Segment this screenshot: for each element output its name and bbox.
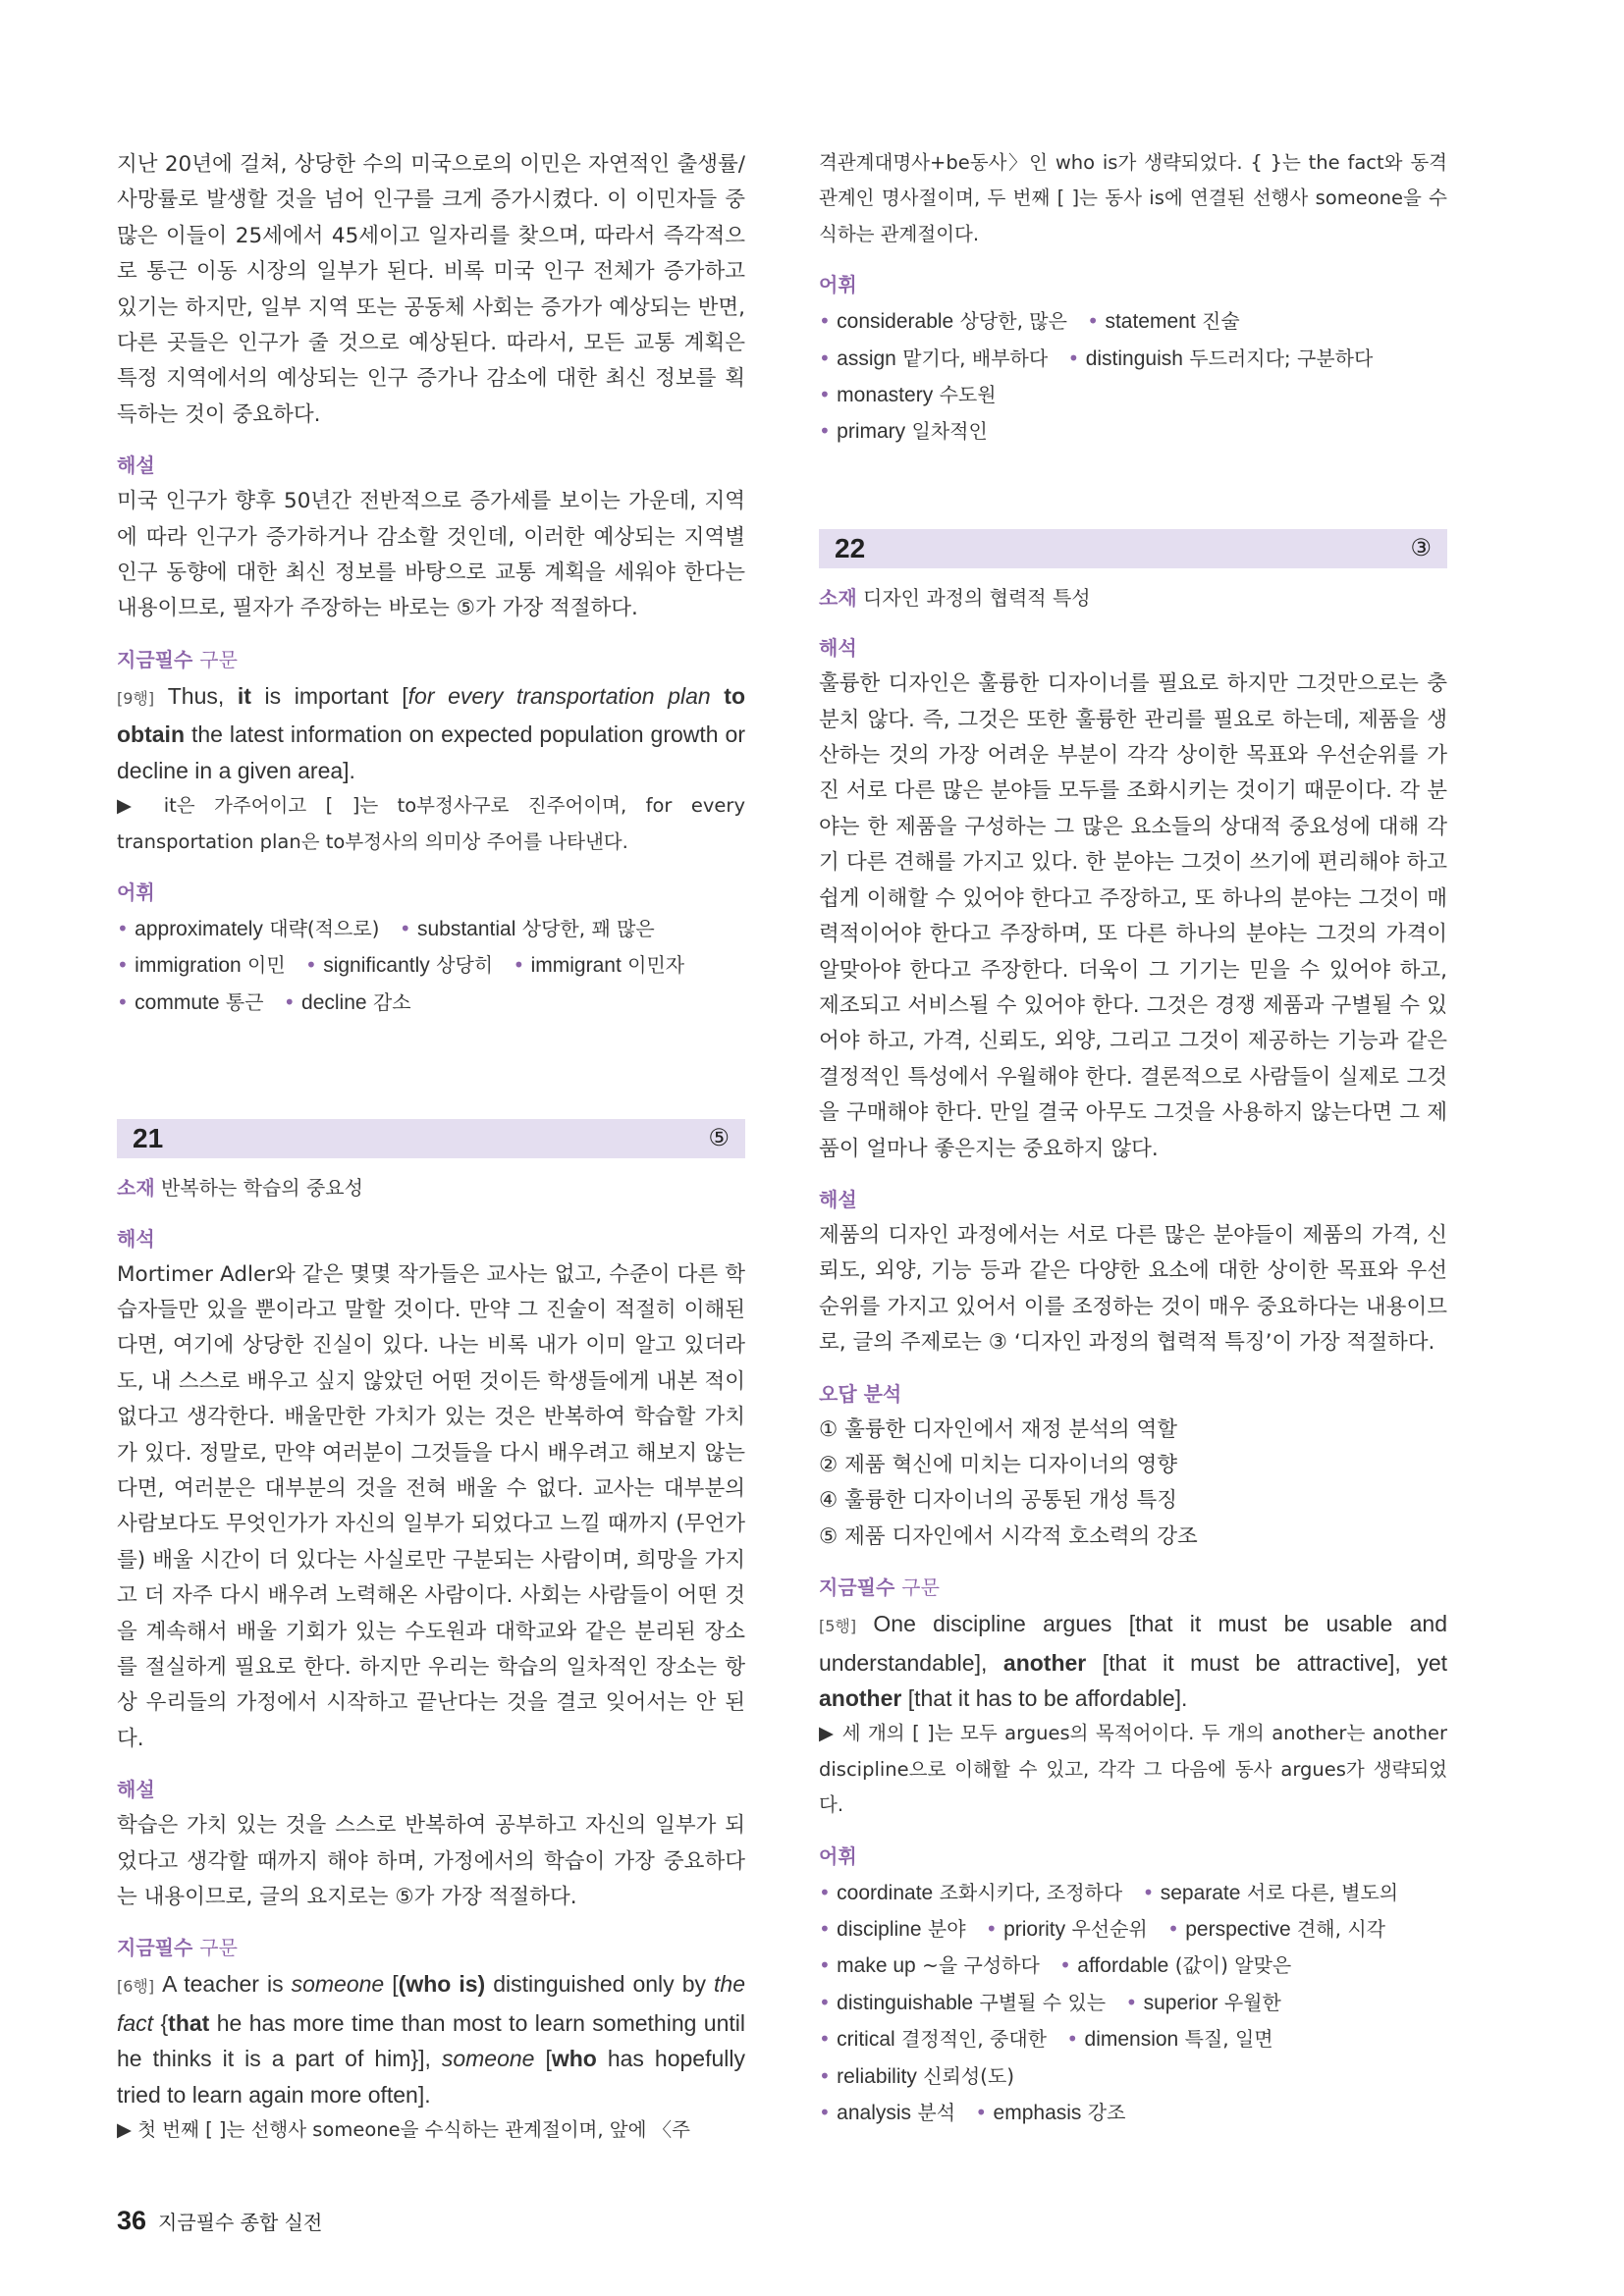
q21-number: 21 bbox=[133, 1122, 164, 1153]
page-number: 36 bbox=[117, 2206, 147, 2235]
vocab-item: • make up ~을 구성하다 bbox=[819, 1953, 1040, 1978]
q22-grammar-sentence bbox=[819, 1606, 1447, 1716]
gr-bold: (who is) bbox=[398, 1971, 486, 1998]
q20-grammar-label-b: 구문 bbox=[199, 647, 238, 671]
q21-grammar-note: ▶ 첫 번째 [ ]는 선행사 someone을 수식하는 관계절이며, 앞에 〈주 bbox=[117, 2118, 691, 2142]
gr-bold: that bbox=[168, 2009, 210, 2036]
vocab-item: • approximately 대략(적으로) bbox=[117, 916, 380, 940]
vocab-item: • distinguish 두드러지다; 구분하다 bbox=[1067, 346, 1374, 370]
vocab-item: • statement 진술 bbox=[1087, 309, 1240, 334]
q21-haeseok: Mortimer Adler와 같은 몇몇 작가들은 교사는 없고, 수준이 다른 학습자들만 있을 뿐이라고 말할 것이다. 만약 그 진술이 적절히 이해된다면, 여기에 상당한 진실이 있다. 나는 비록 내가 이미 알고 있더라도, 내 스스로 배우고 싶지 않았던 어떤 것이든 학생들에게 내본 적이 없다고 생각한다. 배울만한 가치가 있는 것은 반복하여 학습할 가치가 있다. 정말로, 만약 여러분이 그것들을 다시 배우려고 해보지 않는다면, 여러분은 대부분의 것을 전혀 배울 수 없다. 교사는 대부분의 사람보다도 무엇인가가 자신의 일부가 되었다고 느낄 때까지 (무언가를) 배울 시간이 더 있다는 사실로만 구분되는 사람이며, 희망을 가지고 더 자주 다시 배우려 노력해온 사람이다. 사회는 사람들이 어떤 것을 계속해서 배울 기회가 있는 수도원과 대학교와 같은 분리된 장소를 절실하게 필요로 한다. 하지만 우리는 학습의 일차적인 장소는 항상 우리들의 가정에서 시작하고 끝난다는 것을 결코 잊어서는 안 된다. bbox=[117, 1261, 745, 1751]
gr-bold: who bbox=[551, 2046, 597, 2072]
gr-italic: someone bbox=[291, 1971, 385, 1998]
gr-italic: for every transportation plan bbox=[407, 682, 711, 709]
vocab-item: • separate 서로 다른, 별도의 bbox=[1142, 1880, 1399, 1904]
q20-translation-continued: 지난 20년에 걸쳐, 상당한 수의 미국으로의 이민은 자연적인 출생률/사망률로 발생할 것을 넘어 인구를 크게 증가시켰다. 이 이민자들 중 많은 이들이 25세에서 45세이고 일자리를 찾으며, 따라서 즉각적으로 통근 이동 시장의 일부가 된다. 비록 미국 인구 전체가 증가하고 있기는 하지만, 일부 지역 또는 공동체 사회는 증가가 예상되는 반면, 다른 곳들은 인구가 줄 것으로 예상된다. 따라서, 모든 교통 계획은 특정 지역에서의 예상되는 인구 증가나 감소에 대한 최신 정보를 획득하는 것이 중요하다. bbox=[117, 152, 745, 427]
vocab-item: • immigration 이민 bbox=[117, 953, 286, 978]
q20-vocab-list bbox=[117, 911, 745, 1021]
gr-bold: it bbox=[237, 682, 251, 709]
q21-vocab-list bbox=[819, 303, 1447, 451]
vocab-item: • assign 맡기다, 배부하다 bbox=[819, 346, 1049, 370]
gr-text: distinguished only by bbox=[485, 1971, 715, 1998]
q22-topic bbox=[819, 580, 1447, 615]
grammar-label-b: 구문 bbox=[901, 1575, 940, 1600]
vocab-item: • critical 결정적인, 중대한 bbox=[819, 2027, 1047, 2052]
wrong-option: ④ 훌륭한 디자이너의 공통된 개성 특징 bbox=[819, 1488, 1177, 1514]
gr-text: has hopefully tried to learn again more often]. bbox=[117, 2046, 745, 2108]
q22-wrong-list bbox=[819, 1413, 1447, 1556]
q21-grammar-line: [6행] bbox=[117, 1977, 155, 1997]
right-column bbox=[819, 145, 1447, 2131]
wrong-option: ⑤ 제품 디자인에서 시각적 호소력의 강조 bbox=[819, 1523, 1198, 1549]
q20-grammar-label bbox=[117, 645, 745, 674]
gr-text: [that it must be attractive], yet bbox=[1086, 1649, 1447, 1676]
q20-vocab-label: 어휘 bbox=[117, 880, 155, 904]
gr-text bbox=[711, 683, 725, 709]
page-footer bbox=[117, 2206, 322, 2236]
vocab-item: • substantial 상당한, 꽤 많은 bbox=[399, 916, 655, 940]
q20-grammar-note: ▶ it은 가주어이고 [ ]는 to부정사구로 진주어이며, for every transportation plan은 to부정사의 의미상 주어를 나타낸다. bbox=[117, 794, 745, 853]
q21-header-bar bbox=[117, 1119, 745, 1158]
q22-haeseok: 훌륭한 디자인은 훌륭한 디자이너를 필요로 하지만 그것만으로는 충분치 않다. 즉, 그것은 또한 훌륭한 관리를 필요로 하는데, 제품을 생산하는 것의 가장 어려운 부분이 각각 상이한 목표와 우선순위를 가진 서로 다른 많은 분야들 모두를 조화시키는 것이기 때문이다. 각 분야는 한 제품을 구성하는 그 많은 요소들의 상대적 중요성에 대해 각기 다른 견해를 가지고 있다. 한 분야는 그것이 쓰기에 편리해야 하고 쉽게 이해할 수 있어야 한다고 주장하고, 또 하나의 분야는 그것이 매력적이어야 한다고 주장하며, 또 다른 하나의 분야는 그것의 가격이 알맞아야 한다고 주장한다. 더욱이 그 기기는 믿을 수 있어야 하고, 제조되고 서비스될 수 있어야 한다. 그것은 경쟁 제품과 구별될 수 있어야 하고, 가격, 신뢰도, 외양, 그리고 그것이 제공하는 기능과 같은 결정적인 특성에서 우월해야 한다. 결론적으로 사람들이 실제로 그것을 구매해야 한다. 만일 결국 아무도 그것을 사용하지 않는다면 그 제품이 얼마나 좋은지는 중요하지 않다. bbox=[819, 671, 1447, 1161]
q20-haeseol: 미국 인구가 향후 50년간 전반적으로 증가세를 보이는 가운데, 지역에 따라 인구가 증가하거나 감소할 것인데, 이러한 예상되는 지역별 인구 동향에 대한 최신 정보를 바탕으로 교통 계획을 세워야 한다는 내용이므로, 필자가 주장하는 바로는 ⑤가 가장 적절하다. bbox=[117, 489, 745, 621]
vocab-item: • considerable 상당한, 많은 bbox=[819, 309, 1067, 334]
q22-grammar-line: [5행] bbox=[819, 1617, 857, 1636]
q22-number: 22 bbox=[835, 532, 866, 563]
q22-vocab-label: 어휘 bbox=[819, 1843, 857, 1868]
gr-text: [ bbox=[384, 1971, 399, 1998]
vocab-item: • dimension 특질, 일면 bbox=[1066, 2027, 1273, 2052]
gr-text: the latest information on expected population growth or decline in a given area]. bbox=[117, 721, 745, 783]
q20-grammar-line: [9행] bbox=[117, 688, 155, 708]
q22-wrong-label: 오답 분석 bbox=[819, 1381, 902, 1406]
vocab-item: • reliability 신뢰성(도) bbox=[819, 2063, 1015, 2088]
wrong-option: ② 제품 혁신에 미치는 디자이너의 영향 bbox=[819, 1452, 1177, 1477]
q21-grammar-label bbox=[117, 1933, 745, 1962]
gr-italic: someone bbox=[441, 2046, 535, 2072]
vocab-item: • affordable (값이) 알맞은 bbox=[1059, 1953, 1292, 1978]
vocab-item: • perspective 견해, 시각 bbox=[1167, 1917, 1385, 1942]
vocab-item: • monastery 수도원 bbox=[819, 383, 997, 407]
gr-bold: another bbox=[819, 1685, 902, 1711]
q20-haeseol-label: 해설 bbox=[117, 454, 155, 478]
q22-header-bar bbox=[819, 529, 1447, 568]
left-column bbox=[117, 147, 745, 2148]
vocab-item: • significantly 상당히 bbox=[305, 953, 494, 978]
q21-vocab-label: 어휘 bbox=[819, 273, 857, 297]
gr-text: [that it has to be affordable]. bbox=[901, 1685, 1188, 1711]
q21-grammar-sentence bbox=[117, 1966, 745, 2112]
grammar-label-a: 지금필수 bbox=[117, 1936, 193, 1960]
q22-vocab-list bbox=[819, 1875, 1447, 2132]
topic-label: 소재 bbox=[819, 585, 857, 610]
vocab-item: • primary 일차적인 bbox=[819, 419, 988, 444]
gr-text: One discipline argues [that it must be usable and understandable], bbox=[819, 1611, 1447, 1676]
gr-text: A teacher is bbox=[154, 1971, 292, 1998]
vocab-item: • priority 우선순위 bbox=[985, 1917, 1148, 1942]
topic-text: 디자인 과정의 협력적 특성 bbox=[863, 585, 1091, 610]
gr-bold: to obtain bbox=[117, 682, 745, 748]
vocab-item: • commute 통근 bbox=[117, 989, 264, 1014]
q20-grammar-label-a: 지금필수 bbox=[117, 647, 193, 671]
gr-text: is important [ bbox=[250, 682, 408, 709]
vocab-item: • analysis 분석 bbox=[819, 2101, 956, 2125]
q21-haeseol-label: 해설 bbox=[117, 1778, 155, 1802]
vocab-item: • distinguishable 구별될 수 있는 bbox=[819, 1990, 1107, 2014]
q21-haeseol: 학습은 가치 있는 것을 스스로 반복하여 공부하고 자신의 일부가 되었다고 생각할 때까지 해야 하며, 가정에서의 학습이 가장 중요하다는 내용이므로, 글의 요지로는 ⑤가 가장 적절하다. bbox=[117, 1813, 745, 1910]
q22-grammar-note: ▶ 세 개의 [ ]는 모두 argues의 목적어이다. 두 개의 another는 another discipline으로 이해할 수 있고, 각각 그 다음에 동사 argues가 생략되었다. bbox=[819, 1722, 1447, 1817]
q22-answer: ③ bbox=[1410, 534, 1432, 561]
gr-italic: the fact bbox=[117, 1971, 745, 2036]
q22-grammar-label bbox=[819, 1573, 1447, 1602]
q21-haeseok-label: 해석 bbox=[117, 1226, 155, 1251]
q22-haeseol: 제품의 디자인 과정에서는 서로 다른 많은 분야들이 제품의 가격, 신뢰도, 외양, 기능 등과 같은 다양한 요소에 대한 상이한 목표와 우선순위를 가지고 있어서 이를 조정하는 것이 매우 중요하다는 내용이므로, 글의 주제로는 ③ ‘디자인 과정의 협력적 특징’이 가장 적절하다. bbox=[819, 1222, 1447, 1356]
q22-haeseok-label: 해석 bbox=[819, 636, 857, 661]
wrong-option: ① 훌륭한 디자인에서 재정 분석의 역할 bbox=[819, 1416, 1177, 1442]
q20-grammar-sentence bbox=[117, 678, 745, 788]
vocab-item: • emphasis 강조 bbox=[975, 2101, 1126, 2125]
topic-label: 소재 bbox=[117, 1176, 155, 1201]
gr-text: he has more time than most to learn something until he thinks it is a part of him}], bbox=[117, 2009, 745, 2072]
q22-haeseol-label: 해설 bbox=[819, 1187, 857, 1211]
vocab-item: • superior 우월한 bbox=[1125, 1990, 1281, 2014]
topic-text: 반복하는 학습의 중요성 bbox=[161, 1176, 363, 1201]
q21-answer: ⑤ bbox=[708, 1124, 730, 1151]
grammar-label-b: 구문 bbox=[199, 1936, 238, 1960]
vocab-item: • decline 감소 bbox=[283, 989, 411, 1014]
gr-text: Thus, bbox=[154, 682, 238, 709]
gr-text: [ bbox=[534, 2046, 552, 2072]
vocab-item: • immigrant 이민자 bbox=[513, 953, 685, 978]
gr-text: { bbox=[153, 2009, 169, 2036]
book-title: 지금필수 종합 실전 bbox=[158, 2211, 323, 2234]
gr-bold: another bbox=[1002, 1649, 1087, 1676]
vocab-item: • discipline 분야 bbox=[819, 1917, 966, 1942]
q21-grammar-note-continued: 격관계대명사+be동사〉인 who is가 생략되었다. { }는 the fact와 동격 관계인 명사절이며, 두 번째 [ ]는 동사 is에 연결된 선행사 someone을 수식하는 관계절이다. bbox=[819, 151, 1447, 245]
grammar-label-a: 지금필수 bbox=[819, 1575, 895, 1600]
q21-topic bbox=[117, 1170, 745, 1205]
vocab-item: • coordinate 조화시키다, 조정하다 bbox=[819, 1880, 1123, 1904]
